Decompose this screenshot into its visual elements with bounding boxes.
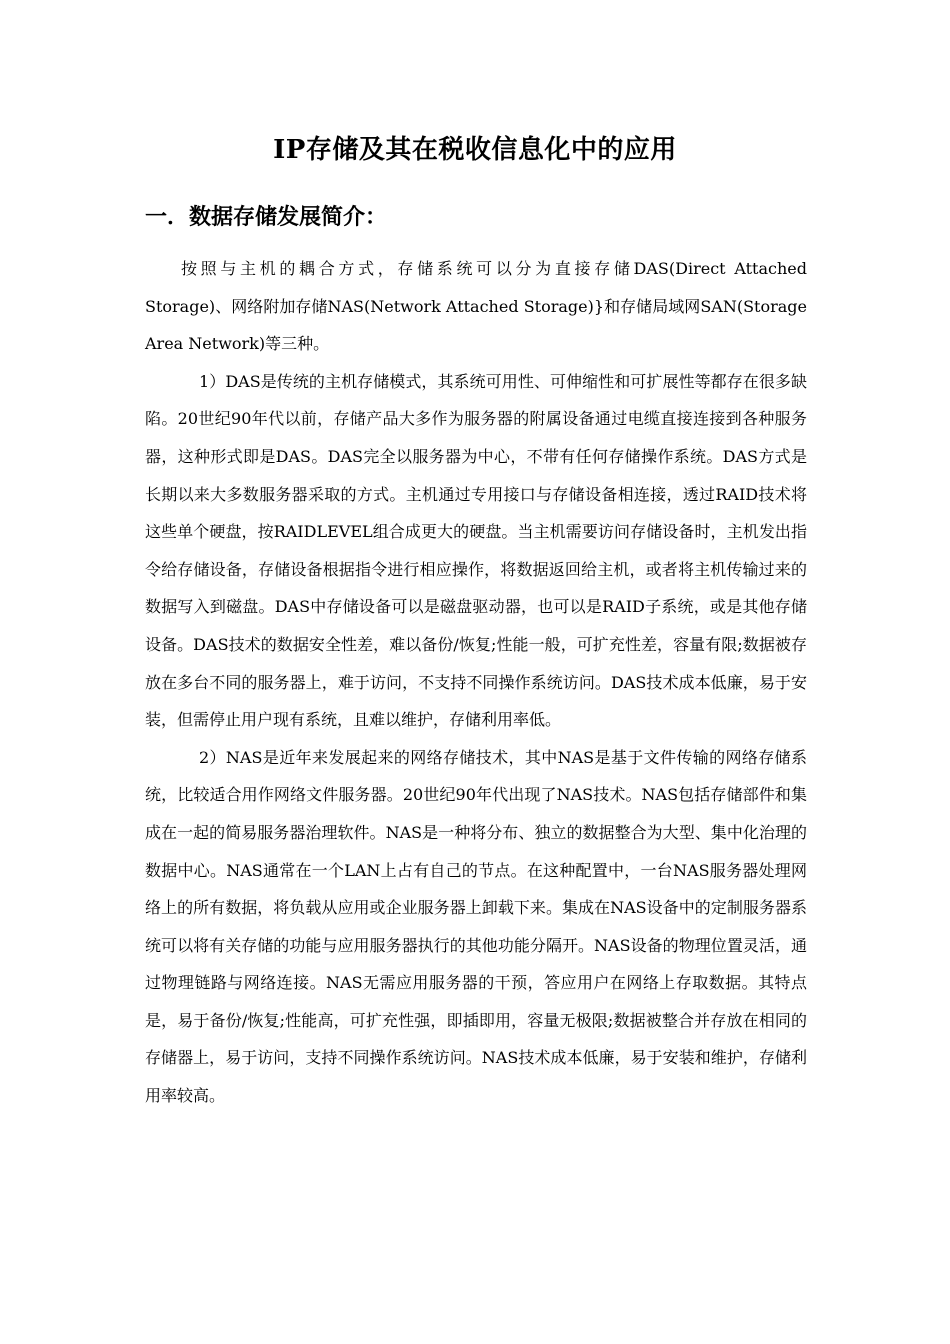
- section-heading: 一．数据存储发展简介：: [145, 205, 388, 230]
- paragraph-intro: 按照与主机的耦合方式，存储系统可以分为直接存储DAS(Direct Attached Storage)、网络附加存储NAS(Network Attached Storage)}和存储局域网SAN(Storage Area Network)等三种。: [145, 259, 807, 354]
- paragraph-das: 1）DAS是传统的主机存储模式，其系统可用性、可伸缩性和可扩展性等都存在很多缺陷。20世纪90年代以前，存储产品大多作为服务器的附属设备通过电缆直接连接到各种服务器，这种形式即是DAS。DAS完全以服务器为中心，不带有任何存储操作系统。DAS方式是长期以来大多数服务器采取的方式。主机通过专用接口与存储设备相连接，透过RAID技术将这些单个硬盘，按RAIDLEVEL组合成更大的硬盘。当主机需要访问存储设备时，主机发出指令给存储设备，存储设备根据指令进行相应操作，将数据返回给主机，或者将主机传输过来的数据写入到磁盘。DAS中存储设备可以是磁盘驱动器，也可以是RAID子系统，或是其他存储设备。DAS技术的数据安全性差，难以备份/恢复;性能一般，可扩充性差，容量有限;数据被存放在多台不同的服务器上，难于访问，不支持不同操作系统访问。DAS技术成本低廉，易于安装，但需停止用户现有系统，且难以维护，存储利用率低。: [145, 371, 807, 730]
- paragraph-nas: 2）NAS是近年来发展起来的网络存储技术，其中NAS是基于文件传输的网络存储系统，比较适合用作网络文件服务器。20世纪90年代出现了NAS技术。NAS包括存储部件和集成在一起的简易服务器治理软件。NAS是一种将分布、独立的数据整合为大型、集中化治理的数据中心。NAS通常在一个LAN上占有自己的节点。在这种配置中，一台NAS服务器处理网络上的所有数据，将负载从应用或企业服务器上卸载下来。集成在NAS设备中的定制服务器系统可以将有关存储的功能与应用服务器执行的其他功能分隔开。NAS设备的物理位置灵活，通过物理链路与网络连接。NAS无需应用服务器的干预，答应用户在网络上存取数据。其特点是，易于备份/恢复;性能高，可扩充性强，即插即用，容量无极限;数据被整合并存放在相同的存储器上，易于访问，支持不同操作系统访问。NAS技术成本低廉，易于安装和维护，存储利用率较高。: [145, 747, 807, 1106]
- document-title: IP存储及其在税收信息化中的应用: [273, 135, 677, 165]
- document-body: [145, 250, 807, 1115]
